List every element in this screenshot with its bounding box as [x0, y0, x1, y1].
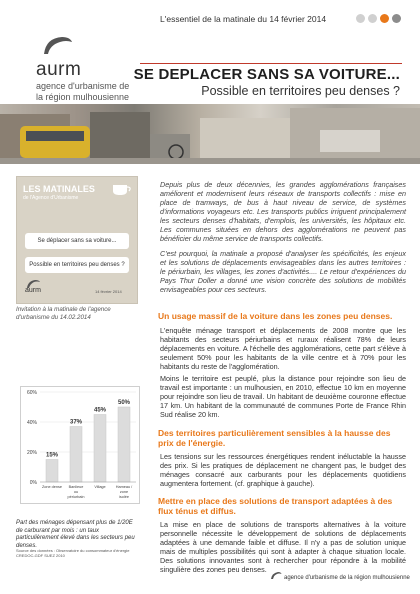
sidebox-title: LES MATINALES	[23, 184, 95, 194]
section-1-paragraph-1: L'enquête ménage transport et déplacements de 2008 montre que les habitants des secteurs périurbains et ruraux réalisent 78% de leurs déplacements en voiture. A l'échelle des agglomérations, cette part s'élève à seulement 50% pour les habitants de la ville centre et à 70% pour les habitants du reste de l'agglomération.	[160, 326, 406, 371]
footer-text: agence d'urbanisme de la région mulhousienne	[284, 575, 410, 581]
invitation-caption: Invitation à la matinale de l'agence d'urbanisme du 14.02.2014	[16, 306, 111, 321]
section-title-3: Mettre en place des solutions de transport adaptées à des flux ténus et diffus.	[158, 496, 393, 516]
chart-data-label: 15%	[45, 452, 59, 459]
chart-category-label: Zone dense	[41, 485, 63, 489]
coffee-cup-icon	[111, 181, 133, 197]
chart-data-label: 45%	[93, 407, 107, 414]
sidebox-bubble-2: Possible en territoires peu denses ?	[25, 257, 129, 273]
chart-ytick-label: 60%	[26, 390, 37, 396]
chart-data-label: 37%	[69, 419, 83, 426]
chart-caption: Part des ménages dépensant plus de 1/20E de carburant par mois : un taux particulièrement élevé dans les secteurs peu denses.	[16, 520, 135, 549]
chart-category-label: zone	[119, 490, 129, 494]
chart-category-label: Banlieue	[68, 485, 84, 489]
chart-ytick-label: 20%	[26, 450, 37, 456]
intro-paragraph-2: C'est pourquoi, la matinale a proposé d'analyser les spécificités, les enjeux et les solutions de déplacements envisageables dans les autres territoires : le périurbain, les villages, les zones d'activités.... Le retour d'expériences du Pays Thur Doller a donné une vision concrète des solutions de mobilités envisageables pour ces secteurs.	[160, 249, 406, 294]
chart-bar	[46, 460, 58, 483]
chart-category-label: Village	[94, 485, 106, 489]
sidebox-date: 14 février 2014	[95, 289, 122, 294]
chart-source: Source des données : Observatoire du consommateur d'énergie CREDOC-GDF SUEZ 2010	[16, 548, 130, 558]
chart-category-label: ou	[73, 490, 79, 494]
matinale-invitation	[16, 176, 138, 304]
aurm-logo-mark-icon	[36, 34, 76, 56]
chart-svg	[20, 386, 140, 504]
section-1-paragraph-2: Moins le territoire est peuplé, plus la distance pour rejoindre son lieu de travail est importante : un mulhousien, en 2010, effectue 10 km en moyenne pour rejoindre son lieu de travail. Un habitant de deuxième couronne effectue 17 km. Un habitant de la communauté de communes Porte de France Rhin Sud réalise 20 km.	[160, 374, 406, 419]
chart-ytick-label: 40%	[26, 420, 37, 426]
header-dots	[356, 14, 401, 23]
sidebox-subtitle: de l'Agence d'Urbanisme	[23, 195, 79, 201]
logo-sub-1: agence d'urbanisme de	[36, 81, 130, 91]
section-title-1: Un usage massif de la voiture dans les zones peu denses.	[158, 311, 393, 321]
chart-category-label: isolée	[119, 495, 129, 499]
aurm-footer-logo-icon	[270, 571, 282, 579]
chart-bar	[94, 415, 106, 483]
chart-category-label: Hameau /	[115, 485, 133, 489]
chart-bar	[70, 427, 82, 483]
sidebox-logo-word: aurm	[25, 287, 41, 294]
logo-word: aurm	[36, 59, 82, 80]
chart-ytick-label: 0%	[29, 480, 37, 486]
chart-data-label: 50%	[117, 400, 131, 406]
dot-3	[380, 14, 389, 23]
section-title-2: Des territoires particulièrement sensibles à la hausse des prix de l'énergie.	[158, 428, 391, 448]
logo-sub-2: la région mulhousienne	[36, 92, 130, 102]
header-photo-strip	[0, 104, 420, 164]
title-rule	[140, 63, 402, 64]
tram-street-photo-icon	[0, 104, 420, 164]
page-title: SE DEPLACER SANS SA VOITURE...	[133, 66, 400, 83]
dot-2	[368, 14, 377, 23]
chart-bar	[118, 407, 130, 482]
section-2-paragraph-1: Les tensions sur les ressources énergétiques rendent inéluctable la hausse des prix. Si les pratiques de déplacement ne changent pas, le budget des ménages consacré aux carburants pour les déplacements quotidiens augmentera fortement. (cf. graphique à gauche).	[160, 452, 406, 488]
aurm-logo	[36, 34, 146, 103]
header-topline: L'essentiel de la matinale du 14 février 2014	[160, 14, 327, 24]
page-subtitle: Possible en territoires peu denses ?	[201, 84, 400, 98]
dot-4	[392, 14, 401, 23]
dot-1	[356, 14, 365, 23]
section-3-paragraph-1: La mise en place de solutions de transports alternatives à la voiture personnelle nécessite le développement de solutions de déplacements adaptées à une demande faible et diffuse. Il n'y a pas de solution unique mais de multiples possibilités qui sont à adapter à chaque situation locale. Des solutions innovantes sont à rechercher pour répondre à la mobilité singulière des zones peu denses.	[160, 520, 406, 574]
sidebox-bubble-1: Se déplacer sans sa voiture...	[25, 233, 129, 249]
chart-category-label: périurbain	[67, 495, 85, 499]
intro-paragraph: Depuis plus de deux décennies, les grandes agglomérations françaises améliorent et modernisent leurs réseaux de transports collectifs : mise en place de tramways, de bus à haut niveau de service, de systèmes d'informations voyageurs etc. Les transports publics irriguent principalement les secteurs denses d'habitats, d'emplois, les universités, les hôpitaux etc. Les communes situées en dehors des agglomérations ne peuvent pas bénéficier du même service de transports collectifs.	[160, 180, 406, 243]
fuel-spending-chart	[20, 386, 140, 504]
